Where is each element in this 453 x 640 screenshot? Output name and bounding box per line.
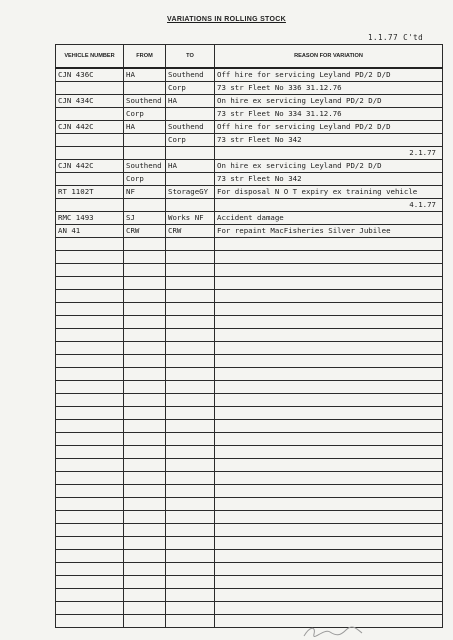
cell-to bbox=[166, 576, 215, 589]
cell-to: HA bbox=[166, 95, 215, 108]
header-to: TO bbox=[166, 45, 215, 69]
cell-reason bbox=[215, 433, 443, 446]
cell-from bbox=[124, 329, 166, 342]
cell-to bbox=[166, 537, 215, 550]
table-row bbox=[56, 615, 443, 628]
table-row bbox=[56, 251, 443, 264]
cell-reason bbox=[215, 485, 443, 498]
table-row bbox=[56, 160, 443, 173]
cell-to bbox=[166, 459, 215, 472]
cell-reason bbox=[215, 537, 443, 550]
cell-to bbox=[166, 485, 215, 498]
cell-reason bbox=[215, 264, 443, 277]
cell-from bbox=[124, 316, 166, 329]
cell-vehicle-number: RT 1102T bbox=[56, 186, 124, 199]
cell-reason bbox=[215, 251, 443, 264]
table-row bbox=[56, 238, 443, 251]
cell-from bbox=[124, 290, 166, 303]
cell-from bbox=[124, 576, 166, 589]
cell-to bbox=[166, 615, 215, 628]
cell-reason bbox=[215, 303, 443, 316]
cell-vehicle-number: RMC 1493 bbox=[56, 212, 124, 225]
cell-reason: 4.1.77 bbox=[215, 199, 443, 212]
cell-reason bbox=[215, 511, 443, 524]
cell-from bbox=[124, 277, 166, 290]
table-row bbox=[56, 589, 443, 602]
cell-vehicle-number bbox=[56, 316, 124, 329]
cell-vehicle-number bbox=[56, 394, 124, 407]
cell-from bbox=[124, 446, 166, 459]
cell-vehicle-number bbox=[56, 589, 124, 602]
cell-from bbox=[124, 342, 166, 355]
table-row bbox=[56, 186, 443, 199]
cell-to bbox=[166, 316, 215, 329]
cell-vehicle-number bbox=[56, 498, 124, 511]
cell-to: Works NF bbox=[166, 212, 215, 225]
cell-to bbox=[166, 251, 215, 264]
cell-reason bbox=[215, 290, 443, 303]
cell-vehicle-number bbox=[56, 303, 124, 316]
table-row bbox=[56, 173, 443, 186]
cell-to bbox=[166, 563, 215, 576]
cell-vehicle-number: AN 41 bbox=[56, 225, 124, 238]
cell-from bbox=[124, 381, 166, 394]
cell-reason: On hire ex servicing Leyland PD/2 D/D bbox=[215, 160, 443, 173]
cell-vehicle-number bbox=[56, 147, 124, 160]
cell-from: Southend bbox=[124, 95, 166, 108]
table-row bbox=[56, 550, 443, 563]
cell-reason bbox=[215, 446, 443, 459]
cell-to bbox=[166, 446, 215, 459]
cell-from bbox=[124, 524, 166, 537]
cell-vehicle-number: CJN 442C bbox=[56, 160, 124, 173]
table-row bbox=[56, 225, 443, 238]
cell-reason: Off hire for servicing Leyland PD/2 D/D bbox=[215, 121, 443, 134]
cell-from bbox=[124, 511, 166, 524]
cell-to bbox=[166, 394, 215, 407]
table-row bbox=[56, 68, 443, 82]
cell-vehicle-number bbox=[56, 381, 124, 394]
header-reason: REASON FOR VARIATION bbox=[215, 45, 443, 69]
signature-mark bbox=[300, 622, 380, 640]
cell-from bbox=[124, 82, 166, 95]
cell-vehicle-number bbox=[56, 264, 124, 277]
cell-to bbox=[166, 511, 215, 524]
cell-vehicle-number: CJN 442C bbox=[56, 121, 124, 134]
cell-to bbox=[166, 602, 215, 615]
table-row bbox=[56, 134, 443, 147]
cell-to bbox=[166, 355, 215, 368]
cell-vehicle-number bbox=[56, 524, 124, 537]
cell-to bbox=[166, 368, 215, 381]
table-row bbox=[56, 602, 443, 615]
cell-from bbox=[124, 498, 166, 511]
cell-from bbox=[124, 602, 166, 615]
cell-vehicle-number: CJN 434C bbox=[56, 95, 124, 108]
cell-from bbox=[124, 433, 166, 446]
cell-to bbox=[166, 381, 215, 394]
cell-from bbox=[124, 485, 166, 498]
cell-reason bbox=[215, 589, 443, 602]
cell-to: StorageGY bbox=[166, 186, 215, 199]
cell-vehicle-number bbox=[56, 602, 124, 615]
cell-from: NF bbox=[124, 186, 166, 199]
cell-reason bbox=[215, 550, 443, 563]
cell-from bbox=[124, 563, 166, 576]
cell-to bbox=[166, 108, 215, 121]
cell-reason bbox=[215, 563, 443, 576]
table-row bbox=[56, 212, 443, 225]
table-row bbox=[56, 342, 443, 355]
table-row bbox=[56, 433, 443, 446]
cell-vehicle-number: CJN 436C bbox=[56, 68, 124, 82]
cell-to bbox=[166, 342, 215, 355]
cell-reason: 73 str Fleet No 334 31.12.76 bbox=[215, 108, 443, 121]
table-row bbox=[56, 147, 443, 160]
table-row bbox=[56, 472, 443, 485]
table-row bbox=[56, 290, 443, 303]
cell-vehicle-number bbox=[56, 563, 124, 576]
cell-reason: 73 str Fleet No 342 bbox=[215, 173, 443, 186]
cell-reason bbox=[215, 576, 443, 589]
cell-reason bbox=[215, 420, 443, 433]
cell-from bbox=[124, 550, 166, 563]
cell-from bbox=[124, 368, 166, 381]
cell-vehicle-number bbox=[56, 134, 124, 147]
cell-reason: For repaint MacFisheries Silver Jubilee bbox=[215, 225, 443, 238]
table-row bbox=[56, 329, 443, 342]
cell-to bbox=[166, 173, 215, 186]
cell-to bbox=[166, 550, 215, 563]
date-reference: 1.1.77 C'td bbox=[368, 33, 424, 42]
cell-from bbox=[124, 472, 166, 485]
cell-from bbox=[124, 199, 166, 212]
cell-from: SJ bbox=[124, 212, 166, 225]
cell-vehicle-number bbox=[56, 407, 124, 420]
cell-vehicle-number bbox=[56, 537, 124, 550]
table-row bbox=[56, 381, 443, 394]
cell-vehicle-number bbox=[56, 355, 124, 368]
cell-to bbox=[166, 589, 215, 602]
table-row bbox=[56, 82, 443, 95]
cell-vehicle-number bbox=[56, 576, 124, 589]
cell-vehicle-number bbox=[56, 511, 124, 524]
table-row bbox=[56, 121, 443, 134]
cell-to bbox=[166, 290, 215, 303]
cell-reason: 2.1.77 bbox=[215, 147, 443, 160]
table-row bbox=[56, 95, 443, 108]
cell-vehicle-number bbox=[56, 108, 124, 121]
cell-to bbox=[166, 524, 215, 537]
cell-to bbox=[166, 238, 215, 251]
cell-from: CRW bbox=[124, 225, 166, 238]
document-title: VARIATIONS IN ROLLING STOCK bbox=[167, 16, 286, 23]
cell-from: HA bbox=[124, 68, 166, 82]
cell-from bbox=[124, 238, 166, 251]
cell-vehicle-number bbox=[56, 433, 124, 446]
table-row bbox=[56, 524, 443, 537]
table-row bbox=[56, 303, 443, 316]
cell-reason: 73 str Fleet No 336 31.12.76 bbox=[215, 82, 443, 95]
cell-vehicle-number bbox=[56, 459, 124, 472]
cell-reason bbox=[215, 277, 443, 290]
table-row bbox=[56, 108, 443, 121]
cell-vehicle-number bbox=[56, 485, 124, 498]
cell-reason bbox=[215, 342, 443, 355]
cell-vehicle-number bbox=[56, 368, 124, 381]
cell-from: Southend bbox=[124, 160, 166, 173]
cell-from bbox=[124, 589, 166, 602]
cell-to: Southend bbox=[166, 68, 215, 82]
cell-reason: For disposal N O T expiry ex training vehicle bbox=[215, 186, 443, 199]
cell-reason bbox=[215, 498, 443, 511]
cell-reason bbox=[215, 316, 443, 329]
cell-reason bbox=[215, 472, 443, 485]
table-row bbox=[56, 498, 443, 511]
cell-vehicle-number bbox=[56, 329, 124, 342]
table-row bbox=[56, 368, 443, 381]
cell-vehicle-number bbox=[56, 82, 124, 95]
table-row bbox=[56, 407, 443, 420]
cell-from bbox=[124, 303, 166, 316]
cell-to bbox=[166, 329, 215, 342]
cell-from bbox=[124, 420, 166, 433]
table-row bbox=[56, 563, 443, 576]
cell-vehicle-number bbox=[56, 615, 124, 628]
cell-to: Southend bbox=[166, 121, 215, 134]
cell-to bbox=[166, 407, 215, 420]
cell-from bbox=[124, 537, 166, 550]
table-header-row bbox=[56, 45, 443, 69]
cell-vehicle-number bbox=[56, 550, 124, 563]
cell-vehicle-number bbox=[56, 420, 124, 433]
cell-reason: On hire ex servicing Leyland PD/2 D/D bbox=[215, 95, 443, 108]
cell-vehicle-number bbox=[56, 251, 124, 264]
cell-from bbox=[124, 251, 166, 264]
cell-from: HA bbox=[124, 121, 166, 134]
cell-to: CRW bbox=[166, 225, 215, 238]
table-row bbox=[56, 355, 443, 368]
cell-from bbox=[124, 355, 166, 368]
cell-to bbox=[166, 498, 215, 511]
cell-to bbox=[166, 433, 215, 446]
table-row bbox=[56, 277, 443, 290]
table-row bbox=[56, 485, 443, 498]
cell-vehicle-number bbox=[56, 290, 124, 303]
cell-vehicle-number bbox=[56, 173, 124, 186]
table-row bbox=[56, 199, 443, 212]
cell-reason bbox=[215, 459, 443, 472]
cell-to bbox=[166, 420, 215, 433]
cell-from bbox=[124, 615, 166, 628]
cell-from bbox=[124, 134, 166, 147]
cell-vehicle-number bbox=[56, 238, 124, 251]
cell-from bbox=[124, 147, 166, 160]
table-row bbox=[56, 446, 443, 459]
cell-from bbox=[124, 459, 166, 472]
cell-reason bbox=[215, 602, 443, 615]
table-row bbox=[56, 394, 443, 407]
cell-reason: Off hire for servicing Leyland PD/2 D/D bbox=[215, 68, 443, 82]
cell-reason bbox=[215, 355, 443, 368]
table-row bbox=[56, 537, 443, 550]
cell-from bbox=[124, 407, 166, 420]
cell-from: Corp bbox=[124, 108, 166, 121]
cell-reason bbox=[215, 238, 443, 251]
table-row bbox=[56, 576, 443, 589]
cell-to bbox=[166, 147, 215, 160]
cell-vehicle-number bbox=[56, 199, 124, 212]
cell-to bbox=[166, 303, 215, 316]
cell-vehicle-number bbox=[56, 446, 124, 459]
cell-to bbox=[166, 264, 215, 277]
cell-reason bbox=[215, 394, 443, 407]
cell-from: Corp bbox=[124, 173, 166, 186]
cell-reason bbox=[215, 524, 443, 537]
cell-to: Corp bbox=[166, 134, 215, 147]
table-row bbox=[56, 316, 443, 329]
cell-reason bbox=[215, 368, 443, 381]
cell-to: Corp bbox=[166, 82, 215, 95]
table-row bbox=[56, 511, 443, 524]
cell-reason bbox=[215, 407, 443, 420]
cell-vehicle-number bbox=[56, 277, 124, 290]
header-from: FROM bbox=[124, 45, 166, 69]
cell-to: HA bbox=[166, 160, 215, 173]
table-row bbox=[56, 459, 443, 472]
table-row bbox=[56, 420, 443, 433]
cell-to bbox=[166, 277, 215, 290]
rolling-stock-table bbox=[55, 44, 443, 628]
cell-to bbox=[166, 472, 215, 485]
table-row bbox=[56, 264, 443, 277]
cell-reason: Accident damage bbox=[215, 212, 443, 225]
cell-to bbox=[166, 199, 215, 212]
cell-from bbox=[124, 394, 166, 407]
cell-vehicle-number bbox=[56, 342, 124, 355]
header-vehicle-number: VEHICLE NUMBER bbox=[56, 45, 124, 69]
cell-reason bbox=[215, 329, 443, 342]
cell-vehicle-number bbox=[56, 472, 124, 485]
cell-reason bbox=[215, 381, 443, 394]
cell-from bbox=[124, 264, 166, 277]
cell-reason: 73 str Fleet No 342 bbox=[215, 134, 443, 147]
